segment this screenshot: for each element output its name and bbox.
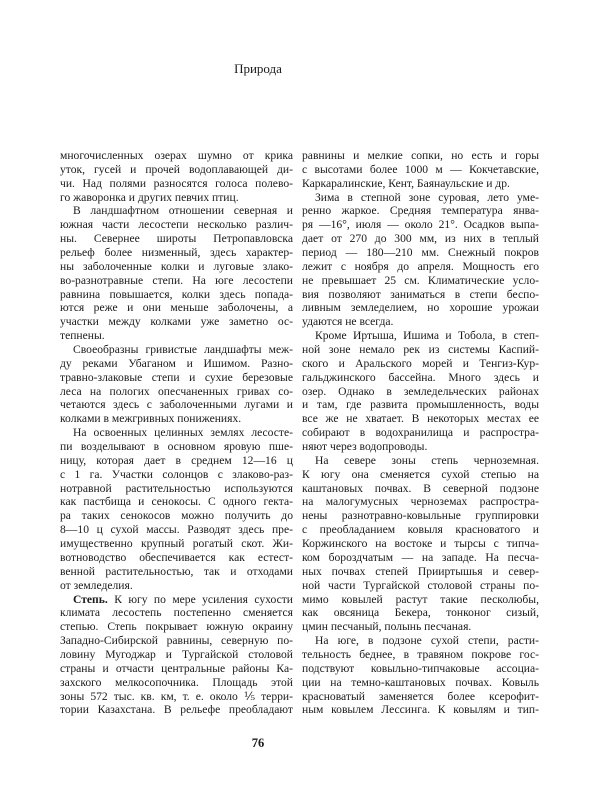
running-head: Природа — [234, 61, 282, 76]
text-line: ду реками Убаганом и Ишимом. Разно- — [60, 356, 293, 370]
text-line: от земледелия. — [60, 578, 133, 592]
left-column — [60, 149, 293, 717]
text-line: ловину Мугоджар и Тургайской столовой — [60, 647, 293, 661]
text-line: тельность беднее, в травяном покрове гос- — [302, 647, 539, 661]
text-line: подствуют ковыльно-типчаковые ассоциа- — [302, 661, 539, 675]
paragraph — [302, 191, 539, 330]
text-line: Кроме Иртыша, Ишима и Тобола, в степ- — [315, 329, 539, 343]
page-number: 76 — [251, 736, 265, 750]
text-line: няют через водопроводы. — [302, 440, 428, 454]
text-line: южная части лесостепи несколько различ- — [60, 218, 293, 232]
text-line: имущественно крупный рогатый скот. Жи- — [60, 537, 293, 551]
text-line: тепнены. — [60, 329, 105, 343]
text-line: Коржинского на востоке и тырсы с типча- — [302, 537, 539, 551]
text-line: во-разнотравные степи. На юге лесостепи — [60, 273, 293, 287]
text-line: ны. Севернее широты Петропавловска — [60, 232, 293, 246]
text-line: 8—10 ц сухой массы. Разводят здесь пре- — [60, 523, 293, 537]
text-line: ра таких сенокосов можно получить до — [60, 509, 293, 523]
right-column — [302, 149, 539, 717]
text-line: удаются не всегда. — [302, 315, 394, 329]
text-line: вия позволяют заниматься в степи беспо- — [302, 287, 539, 301]
text-line: цмин песчаный, полынь песчаная. — [302, 620, 472, 634]
text-line: с 1 га. Участки солонцов с злаково-раз- — [60, 467, 293, 481]
text-line: ной зоне немало рек из системы Каспий- — [302, 343, 539, 357]
text-line: как пастбища и сенокосы. С одного гекта- — [60, 495, 293, 509]
paragraph — [302, 634, 539, 717]
text-line: лежит с ноября до апреля. Мощность его — [302, 259, 539, 273]
text-line: На юге, в подзоне сухой степи, расти- — [315, 634, 539, 648]
text-line: нены разнотравно-ковыльные группировки — [302, 509, 539, 523]
text-line: все же не хватает. В некоторых местах ее — [302, 412, 539, 426]
text-line: Своеобразны гривистые ландшафты меж- — [73, 343, 293, 357]
text-line: на малогумусных черноземах распростра- — [302, 495, 539, 509]
paragraph — [302, 329, 539, 454]
section-lead: Степь. — [73, 592, 108, 606]
text-line: На освоенных целинных землях лесосте- — [73, 426, 293, 440]
text-line: ком бороздчатым — на западе. На песча- — [302, 550, 539, 564]
text-line: ются реже и они меньше заболочены, а — [60, 301, 293, 315]
paragraph — [60, 149, 293, 204]
text-line: травно-злаковые степи и сухие березовые — [60, 370, 293, 384]
text-line: ным ковылем Лессинга. К ковылям и тип- — [302, 703, 539, 717]
text-line: степью. Степь покрывает южную окраину — [60, 620, 293, 634]
text-line: захского мелкосопочника. Площадь этой — [60, 675, 293, 689]
text-line: каштановых почвах. В северной подзоне — [302, 481, 539, 495]
text-line: нотравной растительностью используются — [60, 481, 293, 495]
text-line: гальджинского бассейна. Много здесь и — [302, 370, 539, 384]
text-line: равнины и мелкие сопки, но есть и горы — [302, 149, 539, 162]
text-line: четаются здесь с заболоченными лугами и — [60, 398, 293, 412]
text-line: ны заболоченные колки и луговые злако- — [60, 259, 293, 273]
text-line: уток, гусей и прочей водоплавающей ди- — [60, 162, 293, 176]
text-line: страны и отчасти центральные районы Ка- — [60, 661, 293, 675]
text-line: Западно-Сибирской равнины, северную по- — [60, 634, 293, 648]
text-line: рельеф более низменный, здесь характер- — [60, 246, 293, 260]
text-line: На севере зоны степь черноземная. — [315, 453, 539, 467]
text-line: ной части Тургайской столовой страны по- — [302, 578, 539, 592]
text-line: Каркаралинские, Кент, Баянаульские и др. — [302, 176, 510, 190]
text-line-content: К югу по мере усиления сухости — [114, 592, 293, 606]
text-line: ливным земледелием, но хорошие урожаи — [302, 301, 539, 315]
text-line: К югу она сменяется сухой степью на — [302, 467, 539, 481]
paragraph — [60, 343, 293, 426]
paragraph — [60, 204, 293, 343]
text-line: В ландшафтном отношении северная и — [73, 204, 293, 218]
text-line: мимо ковылей растут такие песколюбы, — [302, 592, 539, 606]
text-line: го жаворонка и других певчих птиц. — [60, 190, 239, 204]
text-line: тории Казахстана. В рельефе преобладают — [60, 703, 293, 717]
text-line: пи возделывают в основном яровую пше- — [60, 440, 293, 454]
text-line: венной растительностью, так и отходами — [60, 564, 293, 578]
text-line: красноватый заменяется более ксерофит- — [302, 689, 539, 703]
paragraph — [302, 454, 539, 634]
text-line: равнина повышается, колки здесь попада- — [60, 287, 293, 301]
text-line: озер. Однако в земледельческих районах — [302, 384, 539, 398]
text-line: как овсяница Бекера, тонконог сизый, — [302, 606, 539, 620]
text-line: многочисленных озерах шумно от крика — [60, 149, 293, 162]
text-line: не превышает 25 см. Климатические усло- — [302, 273, 539, 287]
text-line: ренно жаркое. Средняя температура янва- — [302, 204, 539, 218]
text-line: зоны 572 тыс. кв. км, т. е. около ⅕ терри- — [60, 689, 293, 703]
text-line: ря —16°, июля — около 21°. Осадков выпа- — [302, 218, 539, 232]
text-line: ницу, которая дает в среднем 12—16 ц — [60, 453, 293, 467]
text-line: Зима в степной зоне суровая, лето уме- — [315, 190, 539, 204]
text-line: собирают в водохранилища и распростра- — [302, 426, 539, 440]
text-line: вотноводство обеспечивается как естест- — [60, 550, 293, 564]
text-line: ных почвах степей Прииртышья и север- — [302, 564, 539, 578]
paragraph — [60, 593, 293, 718]
text-line — [60, 593, 293, 607]
text-line: с высотами более 1000 м — Кокчетавские, — [302, 162, 539, 176]
text-line: леса на пологих опесчаненных гривах со- — [60, 384, 293, 398]
paragraph — [60, 426, 293, 592]
text-line: ции на темно-каштановых почвах. Ковыль — [302, 675, 539, 689]
text-line: климата лесостепь постепенно сменяется — [60, 606, 293, 620]
paragraph — [302, 149, 539, 191]
text-line: чи. Над полями разносятся голоса полево- — [60, 176, 293, 190]
text-line: ского и Аральского морей и Тенгиз-Кур- — [302, 356, 539, 370]
text-line: участки между колками уже заметно ос- — [60, 315, 293, 329]
text-line: и там, где развита промышленность, воды — [302, 398, 539, 412]
text-line: дает от 270 до 300 мм, из них в теплый — [302, 232, 539, 246]
text-line: период — 180—210 мм. Снежный покров — [302, 246, 539, 260]
text-line: колками в межгривных понижениях. — [60, 412, 242, 426]
text-line: с преобладанием ковыля красноватого и — [302, 523, 539, 537]
